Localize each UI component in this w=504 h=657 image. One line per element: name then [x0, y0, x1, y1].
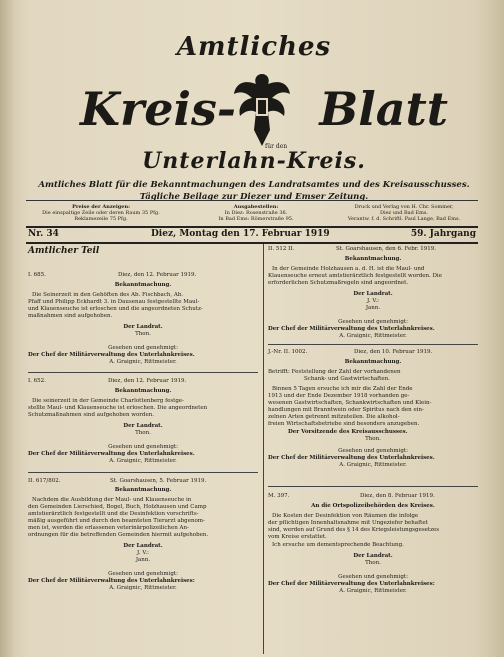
- notice-text-line: der pflichtigen Innenhaltsnahme mit Ungeziefer behaftet: [268, 520, 428, 526]
- printer-line2: Diez und Bad Ems.: [379, 210, 428, 216]
- approval-text: Gesehen und genehmigt:: [338, 448, 408, 454]
- notice-date: Diez, den 12. Februar 1919.: [118, 272, 197, 278]
- masthead-title-left: Kreis-: [80, 82, 236, 136]
- notice-heading: An die Ortspolizeibehörden des Kreises.: [311, 503, 435, 509]
- office-diez: In Diez: Rosenstraße 36.: [224, 210, 288, 216]
- masthead-title-bottom: Unterlahn-Kreis.: [142, 148, 366, 174]
- notice-text-line: den Gemeinden Lierschied, Bogel, Buch, Holzhausen und Camp: [28, 504, 207, 510]
- notice-ref: M. 397.: [268, 493, 290, 499]
- notice-text-line: stellte Maul- und Klauenseuche ist erloschen. Die angeordneten: [28, 405, 208, 411]
- masthead-title-top: Amtliches: [176, 32, 332, 62]
- notice-separator: [268, 344, 478, 345]
- eagle-crest-icon: [232, 68, 292, 152]
- signature-title: Der Landrat.: [353, 291, 393, 297]
- notice-text-line: zelnen Arten getrennt mitzuteilen. Die alkohol-: [268, 414, 400, 420]
- notice-text-line: Betrifft: Feststellung der Zahl der vorhandenen: [268, 369, 401, 375]
- notice-text-line: wesenen Gastwirtschaften, Schankwirtschaften und Klein-: [268, 400, 432, 406]
- notice-separator: [268, 486, 478, 487]
- notice-text-line: sind, werden auf Grund des § 14 des Kriegsleistungsgesetzes: [268, 527, 440, 533]
- approval-text: Gesehen und genehmigt:: [108, 444, 178, 450]
- notice-ref: I. 685.: [28, 272, 46, 278]
- signature-title: Der Landrat.: [123, 423, 163, 429]
- signature-title: Der Landrat.: [353, 553, 393, 559]
- notice-heading: Bekanntmachung.: [344, 256, 402, 262]
- ad-prices-heading: Preise der Anzeigen:: [72, 204, 130, 210]
- notice-text-line: amtstierärztlich festgestellt und die Desinfektion vorschrifts-: [28, 511, 199, 517]
- notice-text-line: und Klauenseuche ist erloschen und die angeordneten Schutz-: [28, 306, 203, 312]
- ad-prices-line2: Reklamezeile 75 Pfg.: [74, 216, 128, 222]
- notice-text-line: ordnungen für die betreffenden Gemeinden hiermit aufgehoben.: [28, 532, 209, 538]
- notice-text-line: Schank- und Gastwirtschaften.: [304, 376, 390, 382]
- masthead-title-right: Blatt: [319, 82, 448, 136]
- masthead-subtitle-2: Tägliche Beilage zur Diezer und Emser Zeitung.: [139, 192, 369, 202]
- notice-date: St. Goarshausen, den 6. Febr. 1919.: [336, 246, 437, 252]
- approval-name: A. Graignic, Rittmeister.: [339, 333, 407, 339]
- notice-text-line: Klauenseuche erneut amtstierärztlich festgestellt worden. Die: [268, 273, 442, 279]
- notice-heading: Bekanntmachung.: [114, 282, 172, 288]
- approval-authority: Der Chef der Militärverwaltung des Unterlahnkreises.: [268, 326, 435, 332]
- issue-date: Diez, Montag den 17. Februar 1919: [151, 229, 330, 239]
- approval-text: Gesehen und genehmigt:: [338, 574, 408, 580]
- approval-authority: Der Chef der Militärverwaltung des Unterlahnkreises.: [28, 352, 195, 358]
- notice-text-line: freien Wirtschaftsbetriebe sind besonders anzugeben.: [268, 421, 420, 427]
- offices-heading: Ausgabestellen:: [233, 204, 279, 210]
- notice-separator: [28, 472, 258, 473]
- notice-separator: [28, 372, 258, 373]
- notice-date: St. Goarshausen, 5. Februar 1919.: [110, 478, 207, 484]
- notice-ref: I. 652.: [28, 378, 46, 384]
- signature-name: Jann.: [365, 305, 381, 311]
- notice-text-line: erforderlichen Schutzmaßregeln sind angeordnet.: [268, 280, 409, 286]
- approval-name: A. Graignic, Rittmeister.: [109, 359, 177, 365]
- masthead-subtitle-1: Amtliches Blatt für die Bekanntmachungen des Landratsamtes und des Kreisausschusses.: [38, 180, 470, 190]
- notice-text-line: Schutzmaßnahmen sind aufgehoben worden.: [28, 412, 154, 418]
- notice-text-line: vom Kreise erstattet.: [268, 534, 327, 540]
- approval-text: Gesehen und genehmigt:: [108, 571, 178, 577]
- notice-ref: II. 512 II.: [268, 246, 295, 252]
- printer-info: [330, 204, 478, 222]
- signature-name: Thon.: [135, 331, 151, 337]
- notice-text-line: maßnahmen sind aufgehoben.: [28, 313, 113, 319]
- signature-title: Der Landrat.: [123, 543, 163, 549]
- column-divider: [263, 244, 264, 654]
- approval-text: Gesehen und genehmigt:: [108, 345, 178, 351]
- signature-title: Der Landrat.: [123, 324, 163, 330]
- approval-text: Gesehen und genehmigt:: [338, 319, 408, 325]
- signature-name: Thon.: [365, 560, 381, 566]
- approval-name: A. Graignic, Rittmeister.: [109, 585, 177, 591]
- masthead: [20, 8, 488, 202]
- binding-fold: [0, 0, 14, 657]
- approval-name: A. Graignic, Rittmeister.: [339, 588, 407, 594]
- notice-date: Diez, den 10. Februar 1919.: [354, 349, 433, 355]
- notice-date: Diez, den 8. Februar 1919.: [360, 493, 435, 499]
- volume-year: 59. Jahrgang: [410, 229, 476, 239]
- notice-text-line: Die Kosten der Desinfektion von Räumen die infolge: [272, 513, 419, 519]
- publication-info-row: [26, 200, 478, 223]
- notice-text-line: men ist, werden die erlassenen veterinärpolizeilichen An-: [28, 525, 189, 531]
- section-title: Amtlicher Teil: [28, 246, 100, 256]
- notice-text-line: Ich ersuche um dementsprechende Beachtung.: [272, 542, 404, 548]
- notice-ref: II. 617/802.: [28, 478, 61, 484]
- signature-name: Jann.: [135, 557, 151, 563]
- notice-heading: Bekanntmachung.: [114, 487, 172, 493]
- notice-heading: Bekanntmachung.: [344, 359, 402, 365]
- notice-date: Diez, den 12. Februar 1919.: [108, 378, 187, 384]
- notice-text-line: Nachdem die Ausbildung der Maul- und Klauenseuche in: [32, 497, 192, 503]
- notice-text-line: handlungen mit Branntwein oder Spiritus nach den ein-: [268, 407, 424, 413]
- ad-prices: [26, 204, 176, 222]
- notice-text-line: Die Seinerzeit in den Gehöften des Ab. Fischbach, Ab.: [32, 292, 184, 298]
- notice-text-line: Binnen 5 Tagen ersuche ich mir die Zahl der Ende: [272, 386, 413, 392]
- signature-deputy: J. V.:: [137, 550, 149, 556]
- printer-line3: Verantw. f. d. Schriftl. Paul Lange, Bad Ems.: [347, 216, 461, 222]
- approval-name: A. Graignic, Rittmeister.: [109, 458, 177, 464]
- printer-line1: Druck und Verlag von H. Chr. Sommer,: [354, 204, 454, 210]
- notice-text-line: Die seinerzeit in der Gemeinde Charlottenberg festge-: [32, 398, 185, 404]
- signature-deputy: J. V.:: [367, 298, 379, 304]
- notice-text-line: 1913 und der Ende Dezember 1918 vorhanden ge-: [268, 393, 410, 399]
- approval-authority: Der Chef der Militärverwaltung des Unterlahnkreises:: [28, 578, 195, 584]
- issuing-offices: [196, 204, 316, 222]
- issue-number: Nr. 34: [28, 229, 59, 239]
- ad-prices-line1: Die einspaltige Zeile oder deren Raum 35 Pfg.: [42, 210, 160, 216]
- notice-text-line: In der Gemeinde Holzhausen a. d. H. ist die Maul- und: [272, 266, 425, 272]
- approval-authority: Der Chef der Militärverwaltung des Unterlahnkreises:: [268, 581, 435, 587]
- notice-heading: Bekanntmachung.: [114, 388, 172, 394]
- approval-authority: Der Chef der Militärverwaltung des Unterlahnkreises.: [268, 455, 435, 461]
- notice-text-line: mäßig ausgeführt und durch den beamteten Tierarzt abgenom-: [28, 518, 205, 524]
- approval-authority: Der Chef der Militärverwaltung des Unterlahnkreises.: [28, 451, 195, 457]
- approval-name: A. Graignic, Rittmeister.: [339, 462, 407, 468]
- notice-ref: J.-Nr. II. 1002.: [268, 349, 308, 355]
- masthead-fuer-den: für den: [265, 143, 288, 150]
- signature-name: Thon.: [365, 436, 381, 442]
- signature-name: Thon.: [135, 430, 151, 436]
- signature-title: Der Vorsitzende des Kreisausschusses.: [288, 429, 408, 435]
- notice-text-line: Pfaff und Philipp Eckhardt 3. in Dausenau festgestellte Maul-: [28, 299, 200, 305]
- office-ems: In Bad Ems: Römerstraße 95.: [218, 216, 294, 222]
- dateline: [26, 226, 478, 244]
